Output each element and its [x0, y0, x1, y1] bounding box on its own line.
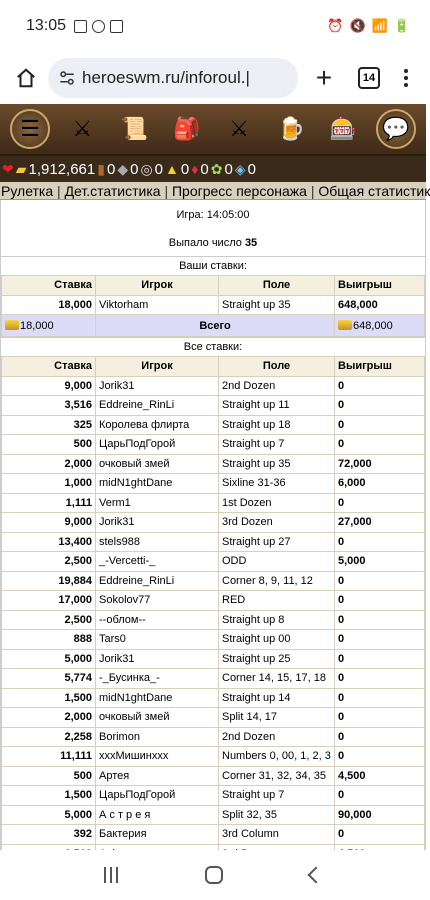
player-name[interactable]: midN1ghtDane [96, 688, 219, 708]
bet-field: Straight up 14 [219, 688, 335, 708]
link-detailed-stats[interactable]: Дет.статистика [64, 183, 161, 199]
header-bet: Ставка [2, 357, 96, 377]
browser-toolbar [0, 52, 426, 104]
win-amount: 0 [335, 571, 425, 591]
resource-gems: ✿ 0 [210, 160, 233, 178]
browser-menu-button[interactable] [396, 69, 416, 87]
header-player: Игрок [96, 276, 219, 296]
resource-wood: ▮ 0 [97, 160, 116, 178]
player-name[interactable]: А с т р е я [96, 805, 219, 825]
main-menu-icon[interactable]: ☰ [10, 109, 50, 149]
win-amount: 0 [335, 825, 425, 845]
status-bar [0, 0, 426, 52]
bet-amount: 9,000 [2, 376, 96, 396]
bet-amount: 2,500 [2, 610, 96, 630]
player-name[interactable]: --облом-- [96, 610, 219, 630]
table-row [2, 435, 425, 455]
table-row [2, 493, 425, 513]
mercury-icon: ◎ [140, 160, 153, 177]
win-amount: 648,000 [335, 295, 425, 315]
bet-field: Corner 31, 32, 34, 35 [219, 766, 335, 786]
game-navigation [0, 104, 426, 156]
table-row [2, 571, 425, 591]
bet-amount: 5,774 [2, 669, 96, 689]
bet-field: Straight up 11 [219, 396, 335, 416]
table-row [2, 610, 425, 630]
table-row [2, 454, 425, 474]
result-number: 35 [244, 237, 258, 249]
win-amount: 90,000 [335, 805, 425, 825]
bet-amount: 3,516 [2, 396, 96, 416]
table-row [2, 649, 425, 669]
table-row [2, 591, 425, 611]
table-row [2, 295, 425, 315]
clock: 13:05 [26, 17, 67, 34]
player-name[interactable]: Tars0 [96, 630, 219, 650]
bet-field: Corner 8, 9, 11, 12 [219, 571, 335, 591]
roulette-links: Рулетка | Дет.статистика | Прогресс персонажа | Общая статистик [1, 183, 430, 199]
bet-field: Split 32, 35 [219, 805, 335, 825]
win-amount: 0 [335, 435, 425, 455]
table-row [2, 396, 425, 416]
player-name[interactable]: stels988 [96, 532, 219, 552]
table-row [2, 708, 425, 728]
gems-icon: ✿ [210, 160, 223, 177]
player-name[interactable]: xxxМишинxxx [96, 747, 219, 767]
all-bets-table [1, 356, 425, 864]
resource-ore: ◆ 0 [117, 160, 139, 178]
table-row [2, 766, 425, 786]
bet-amount: 500 [2, 766, 96, 786]
health-icon: ❤ [2, 160, 14, 177]
gold-icon: ▰ [15, 160, 27, 177]
table-row [2, 688, 425, 708]
player-name[interactable]: _-Vercetti-_ [96, 552, 219, 572]
app-icon [110, 20, 123, 33]
player-name[interactable]: Jorik31 [96, 513, 219, 533]
win-amount: 0 [335, 669, 425, 689]
link-general-stats[interactable]: Общая статистик [318, 183, 430, 199]
bet-field: Straight up 18 [219, 415, 335, 435]
alarm-icon: ⏰ [327, 18, 344, 33]
bet-field: 2nd Dozen [219, 376, 335, 396]
resource-mercury: ◎ 0 [140, 160, 163, 178]
bet-amount: 1,500 [2, 786, 96, 806]
player-name[interactable]: Jorik31 [96, 649, 219, 669]
win-amount: 0 [335, 493, 425, 513]
table-row [2, 630, 425, 650]
character-icon[interactable]: ⚔ [72, 116, 93, 141]
table-row [2, 747, 425, 767]
player-name[interactable]: очковый змей [96, 708, 219, 728]
home-icon [15, 67, 37, 89]
player-name[interactable]: Eddreine_RinLi [96, 396, 219, 416]
bet-field: Straight up 35 [219, 295, 335, 315]
link-roulette[interactable]: Рулетка [1, 183, 54, 199]
win-amount: 72,000 [335, 454, 425, 474]
bet-amount: 11,111 [2, 747, 96, 767]
bet-field: Numbers 0, 00, 1, 2, 3 [219, 747, 335, 767]
roulette-info [0, 200, 426, 852]
player-name[interactable]: Артея [96, 766, 219, 786]
player-name[interactable]: Королева флирта [96, 415, 219, 435]
win-amount: 0 [335, 708, 425, 728]
address-bar[interactable] [48, 58, 298, 98]
bet-field: 2nd Dozen [219, 727, 335, 747]
battles-icon[interactable]: ⚔ [229, 116, 249, 141]
bet-amount: 325 [2, 415, 96, 435]
ore-icon: ◆ [117, 160, 129, 177]
table-header [2, 357, 425, 377]
game-result: Выпало число 35 [168, 237, 258, 249]
table-row [2, 669, 425, 689]
resource-sulfur: ▲ 0 [165, 160, 190, 178]
table-row [2, 552, 425, 572]
crystal-icon: ♦ [191, 161, 199, 177]
chat-icon[interactable]: 💬 [376, 109, 416, 149]
all-bets-title: Все ставки: [1, 337, 425, 356]
site-settings-icon[interactable] [58, 69, 76, 87]
wifi-icon: 📶 [371, 18, 388, 33]
table-row [2, 727, 425, 747]
win-amount: 0 [335, 396, 425, 416]
notification-icons [74, 20, 123, 33]
win-amount: 0 [335, 630, 425, 650]
win-amount: 6,000 [335, 474, 425, 494]
player-name[interactable]: Eddreine_RinLi [96, 571, 219, 591]
gold-icon [338, 320, 352, 330]
tab-switcher-button[interactable]: 14 [358, 67, 380, 89]
url-text: heroeswm.ru/inforoul.| [82, 68, 250, 87]
bet-field: Straight up 00 [219, 630, 335, 650]
your-bets-title: Ваши ставки: [1, 256, 425, 275]
win-amount: 0 [335, 610, 425, 630]
player-name[interactable]: очковый змей [96, 454, 219, 474]
bet-amount: 5,000 [2, 649, 96, 669]
player-name[interactable]: -_Бусинка_- [96, 669, 219, 689]
inventory-icon[interactable]: 🎒 [173, 116, 201, 141]
win-amount: 4,500 [335, 766, 425, 786]
bet-field: Straight up 35 [219, 454, 335, 474]
roulette-icon[interactable]: 🎰 [329, 116, 358, 141]
total-win: 648,000 [335, 315, 425, 337]
win-amount: 0 [335, 688, 425, 708]
table-row [2, 825, 425, 845]
header-win: Выигрыш [335, 357, 425, 377]
win-amount: 27,000 [335, 513, 425, 533]
player-name[interactable]: Sokolov77 [96, 591, 219, 611]
header-player: Игрок [96, 357, 219, 377]
table-row [2, 786, 425, 806]
win-amount: 5,000 [335, 552, 425, 572]
player-name[interactable]: midN1ghtDane [96, 474, 219, 494]
bet-field: RED [219, 591, 335, 611]
your-bets-table [1, 275, 425, 337]
bet-amount: 1,500 [2, 688, 96, 708]
gold-icon [5, 320, 19, 330]
recent-apps-button[interactable] [104, 867, 118, 883]
win-amount: 0 [335, 591, 425, 611]
player-name[interactable]: Jorik31 [96, 376, 219, 396]
player-name[interactable]: Viktorham [96, 295, 219, 315]
player-name[interactable]: Borimon [96, 727, 219, 747]
resource-crystal: ♦ 0 [191, 160, 209, 178]
bet-field: Straight up 27 [219, 532, 335, 552]
bet-field: Split 14, 17 [219, 708, 335, 728]
player-name[interactable]: ЦарьПодГорой [96, 435, 219, 455]
bet-field: 3rd Column [219, 825, 335, 845]
resource-diamond: ◈ 0 [234, 160, 256, 178]
bet-field: ODD [219, 552, 335, 572]
bet-amount: 19,884 [2, 571, 96, 591]
bet-amount: 2,500 [2, 552, 96, 572]
battery-icon: 🔋 [393, 18, 410, 33]
diamond-icon: ◈ [234, 160, 246, 177]
dnd-icon [92, 20, 105, 33]
bet-field: Corner 14, 15, 17, 18 [219, 669, 335, 689]
bet-amount: 18,000 [2, 295, 96, 315]
resources-bar [0, 156, 426, 182]
header-bet: Ставка [2, 276, 96, 296]
win-amount: 0 [335, 532, 425, 552]
android-navigation-bar [0, 850, 426, 900]
header-field: Поле [219, 276, 335, 296]
header-field: Поле [219, 357, 335, 377]
win-amount: 0 [335, 786, 425, 806]
bet-field: Straight up 7 [219, 786, 335, 806]
player-name[interactable]: Бактерия [96, 825, 219, 845]
bet-field: 1st Dozen [219, 493, 335, 513]
gallery-icon [74, 20, 87, 33]
win-amount: 0 [335, 649, 425, 669]
total-bet: 18,000 [2, 315, 96, 337]
system-icons [327, 18, 410, 34]
tavern-icon[interactable]: 🍺 [277, 116, 306, 141]
bet-amount: 392 [2, 825, 96, 845]
game-time: Игра: 14:05:00 [176, 209, 250, 221]
player-name[interactable]: ЦарьПодГорой [96, 786, 219, 806]
bet-field: Straight up 7 [219, 435, 335, 455]
win-amount: 0 [335, 727, 425, 747]
bet-amount: 13,400 [2, 532, 96, 552]
mute-icon: 🔇 [349, 18, 366, 33]
back-button[interactable] [308, 867, 325, 884]
total-row [2, 315, 425, 337]
win-amount: 0 [335, 415, 425, 435]
bet-field: Straight up 25 [219, 649, 335, 669]
bet-amount: 1,111 [2, 493, 96, 513]
bet-amount: 888 [2, 630, 96, 650]
bet-amount: 1,000 [2, 474, 96, 494]
bet-field: Sixline 31-36 [219, 474, 335, 494]
header-win: Выигрыш [335, 276, 425, 296]
table-row [2, 513, 425, 533]
bet-amount: 9,000 [2, 513, 96, 533]
win-amount: 0 [335, 747, 425, 767]
bet-field: Straight up 8 [219, 610, 335, 630]
table-row [2, 805, 425, 825]
sulfur-icon: ▲ [165, 161, 179, 177]
map-icon[interactable]: 📜 [120, 116, 149, 141]
bet-amount: 2,000 [2, 454, 96, 474]
bet-amount: 17,000 [2, 591, 96, 611]
home-button[interactable] [12, 64, 40, 92]
win-amount: 0 [335, 376, 425, 396]
table-row [2, 376, 425, 396]
bet-amount: 500 [2, 435, 96, 455]
table-row [2, 474, 425, 494]
bet-amount: 5,000 [2, 805, 96, 825]
new-tab-button[interactable]: + [315, 62, 333, 93]
link-character-progress[interactable]: Прогресс персонажа [171, 183, 307, 199]
wood-icon: ▮ [97, 160, 105, 177]
bet-field: 3rd Dozen [219, 513, 335, 533]
bet-amount: 2,000 [2, 708, 96, 728]
resource-gold: ▰ 1,912,661 [15, 160, 96, 178]
total-label: Всего [96, 315, 335, 337]
player-name[interactable]: Verm1 [96, 493, 219, 513]
table-row [2, 415, 425, 435]
table-header [2, 276, 425, 296]
home-nav-button[interactable] [205, 866, 223, 884]
table-row [2, 532, 425, 552]
bet-amount: 2,258 [2, 727, 96, 747]
